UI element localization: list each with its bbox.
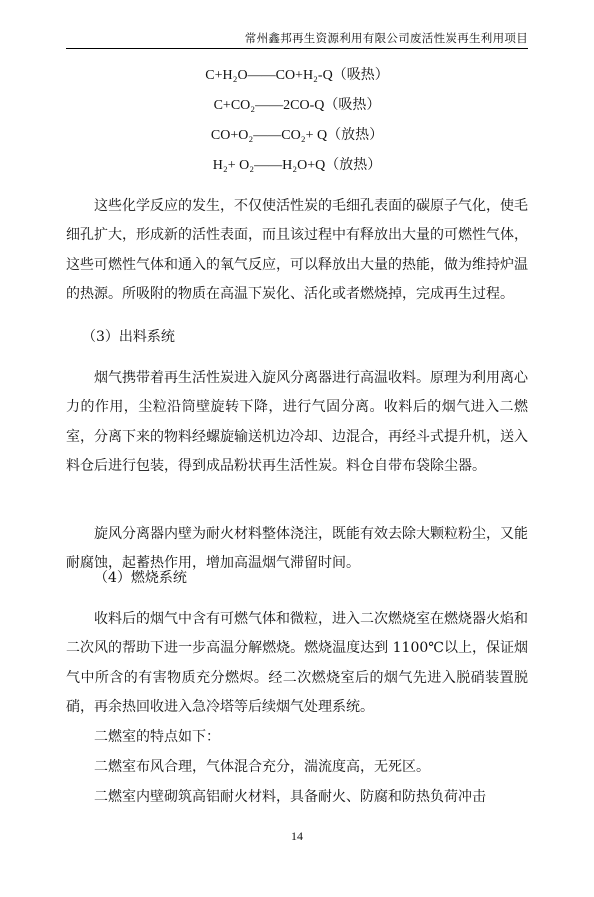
equation-1 <box>0 64 594 84</box>
equation-2 <box>0 94 594 114</box>
equation-4 <box>0 154 594 174</box>
equation-4-reaction: H₂+ O₂——H₂O+Q <box>212 158 326 173</box>
equation-4-note: （放热） <box>325 158 382 173</box>
equation-2-note: （吸热） <box>324 98 381 113</box>
paragraph-chamber-feature-lining: 二燃室内壁砌筑高铝耐火材料，具备耐火、防腐和防热负荷冲击 <box>94 789 486 805</box>
paragraph-cyclone-lining: 旋风分离器内壁为耐火材料整体浇注，既能有效去除大颗粒粉尘，又能耐腐蚀，起蓄热作用，增加高温烟气滞留时间。 <box>66 526 528 572</box>
equation-2-reaction: C+CO₂——2CO-Q <box>213 98 325 113</box>
equation-1-reaction: C+H₂O——CO+H₂-Q <box>205 68 333 83</box>
paragraph-combustion-system: 收料后的烟气中含有可燃气体和微粒，进入二次燃烧室在燃烧器火焰和二次风的帮助下进一步高温分解燃烧。燃烧温度达到 1100℃以上，保证烟气中所含的有害物质充分燃烬。经二次燃烧室后的烟气先进入脱硝装置脱硝，再余热回收进入急冷塔等后续烟气处理系统。 <box>66 611 528 716</box>
paragraph-chamber-feature-airflow: 二燃室布风合理，气体混合充分，湍流度高，无死区。 <box>94 759 430 775</box>
header-divider <box>66 48 528 49</box>
page-number: 14 <box>291 829 303 843</box>
equation-1-note: （吸热） <box>332 68 389 83</box>
paragraph-chamber-features-intro: 二燃室的特点如下： <box>94 729 220 745</box>
equation-3-reaction: CO+O₂——CO₂+ Q <box>210 128 328 143</box>
section-heading-discharge-system: （3）出料系统 <box>82 329 175 345</box>
section-heading-combustion-system: （4）燃烧系统 <box>94 570 187 586</box>
equation-3 <box>0 124 594 144</box>
paragraph-discharge-system: 烟气携带着再生活性炭进入旋风分离器进行高温收料。原理为利用离心力的作用，尘粒沿筒壁旋转下降，进行气固分离。收料后的烟气进入二燃室，分离下来的物料经螺旋输送机边冷却、边混合，再经斗式提升机，送入料仓后进行包装，得到成品粉状再生活性炭。料仓自带布袋除尘器。 <box>66 370 528 475</box>
paragraph-regeneration-process: 这些化学反应的发生，不仅使活性炭的毛细孔表面的碳原子气化，使毛细孔扩大，形成新的活性表面，而且该过程中有释放出大量的可燃性气体，这些可燃性气体和通入的氧气反应，可以释放出大量的热能，做为维持炉温的热源。所吸附的物质在高温下炭化、活化或者燃烧掉，完成再生过程。 <box>66 198 528 303</box>
document-header: 常州鑫邦再生资源利用有限公司废活性炭再生利用项目 <box>244 31 528 45</box>
equation-3-note: （放热） <box>327 128 384 143</box>
